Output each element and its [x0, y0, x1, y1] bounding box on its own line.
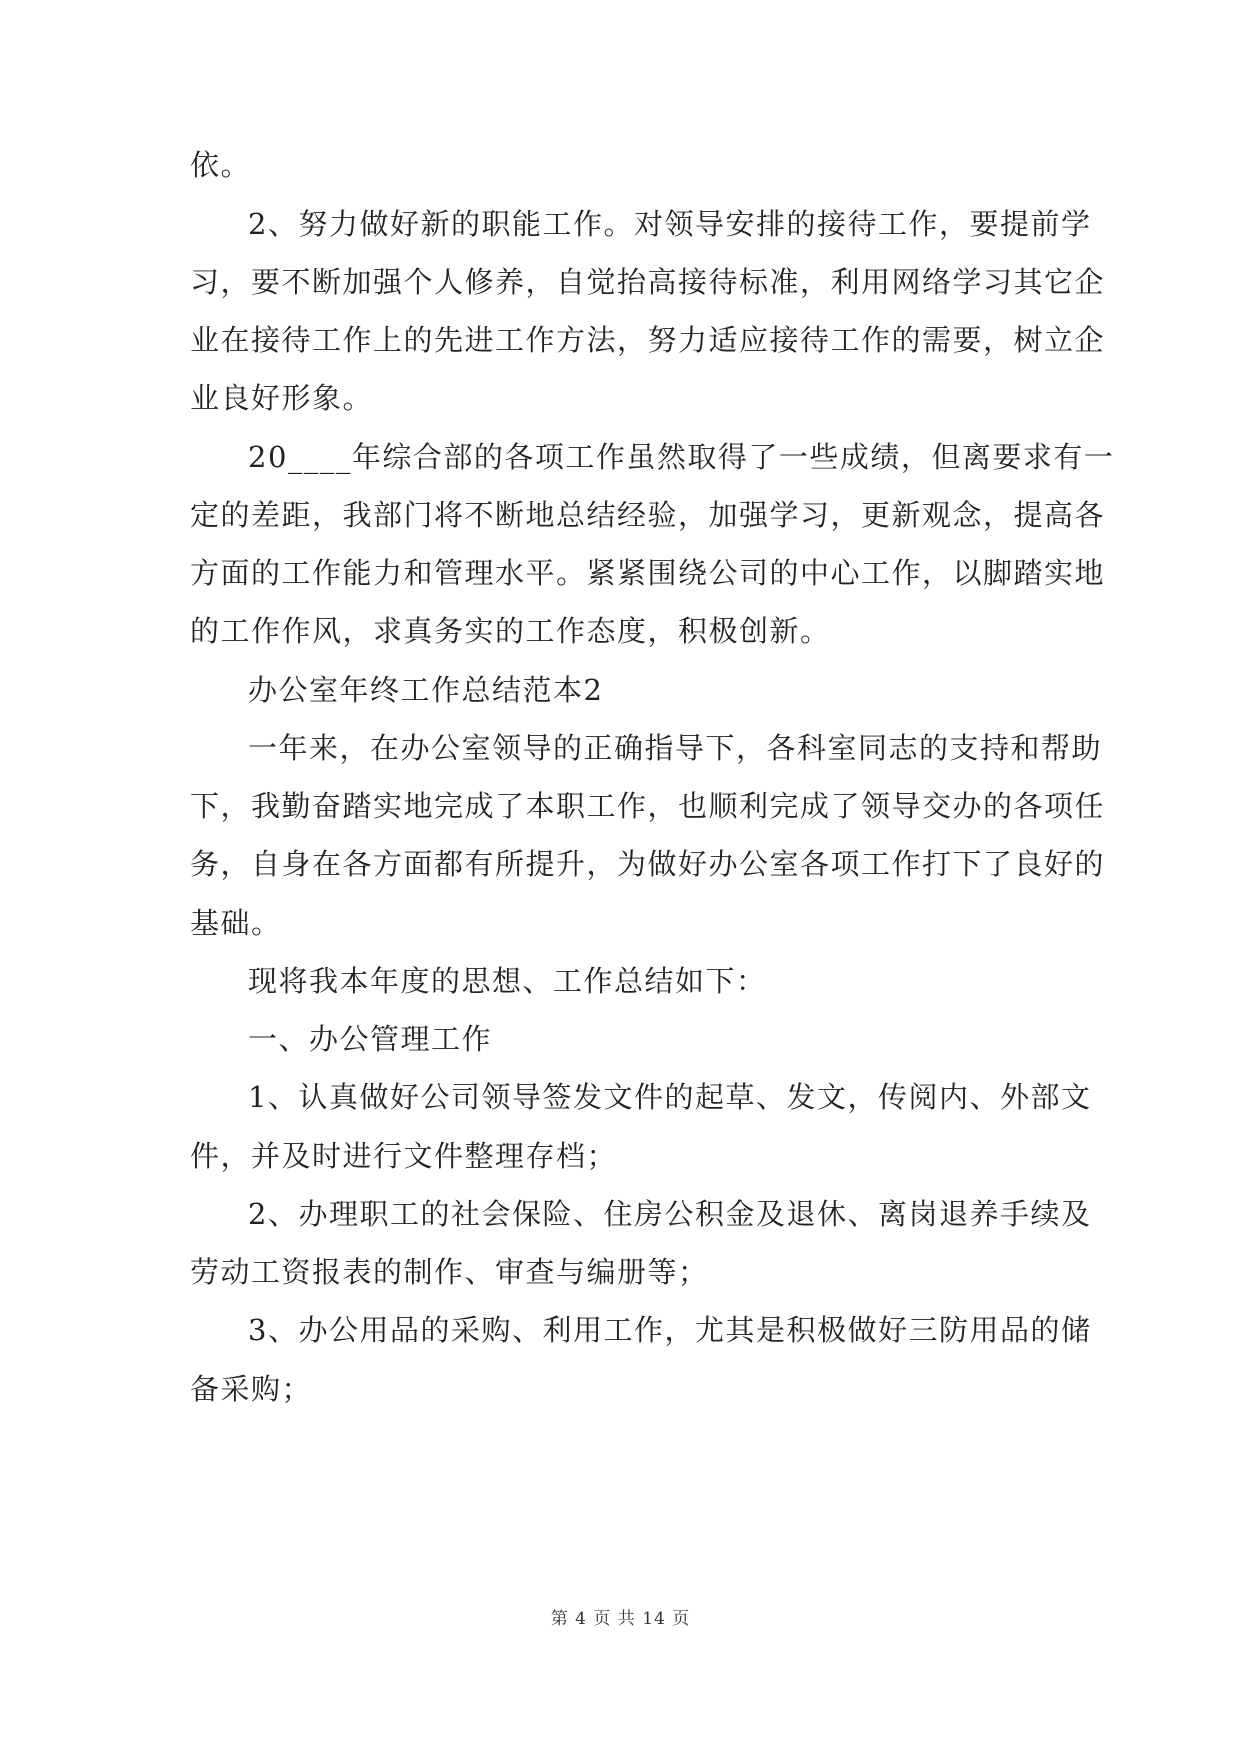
- text-line: 方面的工作能力和管理水平。紧紧围绕公司的中心工作，以脚踏实地: [190, 556, 1106, 590]
- text-line: 现将我本年度的思想、工作总结如下：: [248, 964, 767, 998]
- text-line: 下，我勤奋踏实地完成了本职工作，也顺利完成了领导交办的各项任: [190, 789, 1106, 823]
- page-footer: 第 4 页 共 14 页: [550, 1609, 691, 1629]
- text-line: 劳动工资报表的制作、审查与编册等；: [190, 1255, 709, 1289]
- text-line: 备采购；: [190, 1372, 313, 1406]
- subsection-heading: 一、办公管理工作: [248, 1022, 493, 1056]
- text-line: 业良好形象。: [190, 381, 374, 415]
- text-line: 2、办理职工的社会保险、住房公积金及退休、离岗退养手续及: [248, 1197, 1092, 1231]
- text-line: 一年来，在办公室领导的正确指导下，各科室同志的支持和帮助: [248, 731, 1103, 765]
- text-line: 件，并及时进行文件整理存档；: [190, 1139, 618, 1173]
- text-line: 2、努力做好新的职能工作。对领导安排的接待工作，要提前学: [248, 207, 1092, 241]
- text-line: 务，自身在各方面都有所提升，为做好办公室各项工作打下了良好的: [190, 847, 1106, 881]
- text-line: 基础。: [190, 906, 282, 940]
- text-line: 20____年综合部的各项工作虽然取得了一些成绩，但离要求有一: [248, 440, 1115, 474]
- text-line: 的工作作风，求真务实的工作态度，积极创新。: [190, 614, 831, 648]
- text-line: 定的差距，我部门将不断地总结经验，加强学习，更新观念，提高各: [190, 498, 1106, 532]
- text-line: 1、认真做好公司领导签发文件的起草、发文，传阅内、外部文: [248, 1080, 1092, 1114]
- text-line: 业在接待工作上的先进工作方法，努力适应接待工作的需要，树立企: [190, 323, 1106, 357]
- text-line: 习，要不断加强个人修养，自觉抬高接待标准，利用网络学习其它企: [190, 265, 1106, 299]
- section-heading: 办公室年终工作总结范本2: [248, 673, 604, 707]
- text-line: 依。: [190, 148, 252, 182]
- text-line: 3、办公用品的采购、利用工作，尤其是积极做好三防用品的储: [248, 1313, 1092, 1347]
